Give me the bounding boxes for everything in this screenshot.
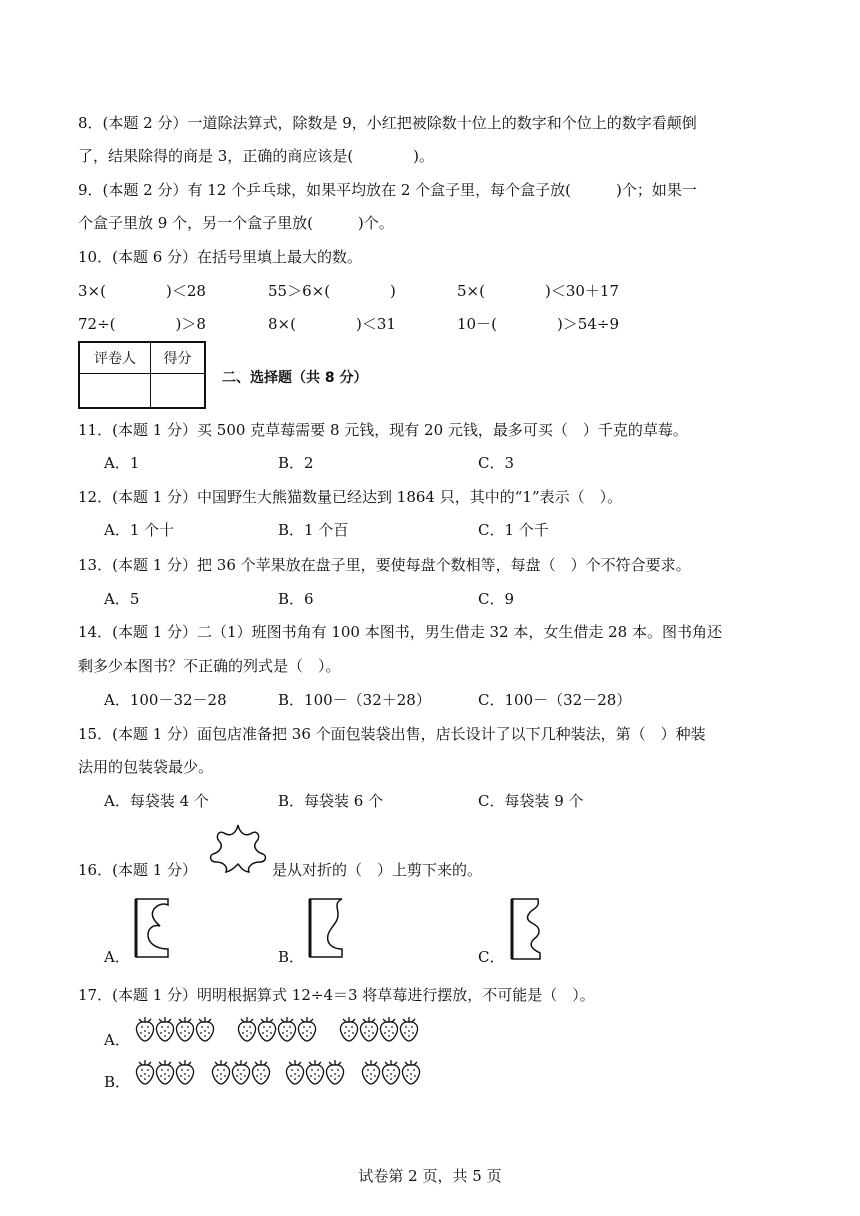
q11-option-c: C．3: [478, 454, 515, 472]
q14-option-c: C．100－（32－28）: [478, 691, 632, 709]
q17-option-b: B．: [104, 1073, 131, 1091]
q13-stem: 13．(本题 1 分）把 36 个苹果放在盘子里，要使每盘个数相等，每盘（ ）个不符合要求。: [78, 556, 691, 574]
q15-option-a: A．每袋装 4 个: [104, 792, 209, 810]
q14-line2: 剩多少本图书？不正确的列式是（ ）。: [78, 657, 341, 675]
q10-item: 5×( )＜30＋17: [457, 282, 619, 300]
q13-option-b: B．6: [278, 590, 314, 608]
q13-option-c: C．9: [478, 590, 515, 608]
q12-stem: 12．(本题 1 分）中国野生大熊猫数量已经达到 1864 只，其中的“1”表示（ ）。: [78, 488, 623, 506]
q10-item: 8×( )＜31: [268, 315, 396, 333]
q11-option-b: B．2: [278, 454, 314, 472]
q10-item: 3×( )＜28: [78, 282, 206, 300]
q16-option-c: C．: [478, 948, 505, 966]
q16-prefix: 16．(本题 1 分）: [78, 861, 198, 879]
q12-option-c: C．1 个千: [478, 521, 549, 539]
folded-paper-c-figure: [510, 897, 550, 961]
q16-suffix: 是从对折的（ ）上剪下来的。: [272, 861, 483, 879]
folded-paper-b-figure: [308, 897, 348, 959]
folded-paper-a-figure: [134, 897, 174, 959]
page-footer: 试卷第 2 页，共 5 页: [358, 1167, 502, 1185]
q10-stem: 10．(本题 6 分）在括号里填上最大的数。: [78, 248, 363, 266]
q15-option-c: C．每袋装 9 个: [478, 792, 584, 810]
q14-option-a: A．100－32－28: [104, 691, 227, 709]
score-table: [78, 341, 206, 409]
score-table-grader-header: 评卷人: [94, 351, 136, 367]
star-shape-figure: [206, 822, 270, 874]
q12-option-b: B．1 个百: [278, 521, 349, 539]
q16-option-a: A．: [104, 948, 130, 966]
score-table-score-header: 得分: [163, 351, 192, 367]
q8-line2: 了，结果除得的商是 3，正确的商应该是( )。: [78, 147, 435, 165]
q8-line1: 8．(本题 2 分）一道除法算式，除数是 9，小红把被除数十位上的数字和个位上的数字看颠倒: [78, 114, 697, 132]
q9-line1: 9．(本题 2 分）有 12 个乒乓球，如果平均放在 2 个盒子里，每个盒子放( )个；如果一: [78, 181, 697, 199]
q14-option-b: B．100－（32＋28）: [278, 691, 431, 709]
q13-option-a: A．5: [104, 590, 140, 608]
strawberry-row-a: [136, 1015, 426, 1045]
q15-line1: 15．(本题 1 分）面包店准备把 36 个面包装袋出售，店长设计了以下几种装法，第（ ）种装: [78, 725, 706, 743]
q10-item: 55＞6×( ): [268, 282, 396, 300]
q11-option-a: A．1: [104, 454, 140, 472]
q15-line2: 法用的包装袋最少。: [78, 758, 214, 776]
section-title: 二、选择题（共 8 分）: [222, 370, 368, 386]
q10-item: 72÷( )＞8: [78, 315, 206, 333]
strawberry-row-b: [136, 1058, 426, 1088]
q10-item: 10－( )＞54÷9: [457, 315, 619, 333]
q12-option-a: A．1 个十: [104, 521, 175, 539]
q9-line2: 个盒子里放 9 个，另一个盒子里放( )个。: [78, 214, 394, 232]
q15-option-b: B．每袋装 6 个: [278, 792, 384, 810]
q14-line1: 14．(本题 1 分）二（1）班图书角有 100 本图书，男生借走 32 本，女生借走 28 本。图书角还: [78, 623, 722, 641]
q16-option-b: B．: [278, 948, 305, 966]
q17-option-a: A．: [104, 1031, 130, 1049]
q11-stem: 11．(本题 1 分）买 500 克草莓需要 8 元钱，现有 20 元钱，最多可买（ ）千克的草莓。: [78, 421, 688, 439]
q17-stem: 17．(本题 1 分）明明根据算式 12÷4＝3 将草莓进行摆放，不可能是（ ）。: [78, 986, 595, 1004]
